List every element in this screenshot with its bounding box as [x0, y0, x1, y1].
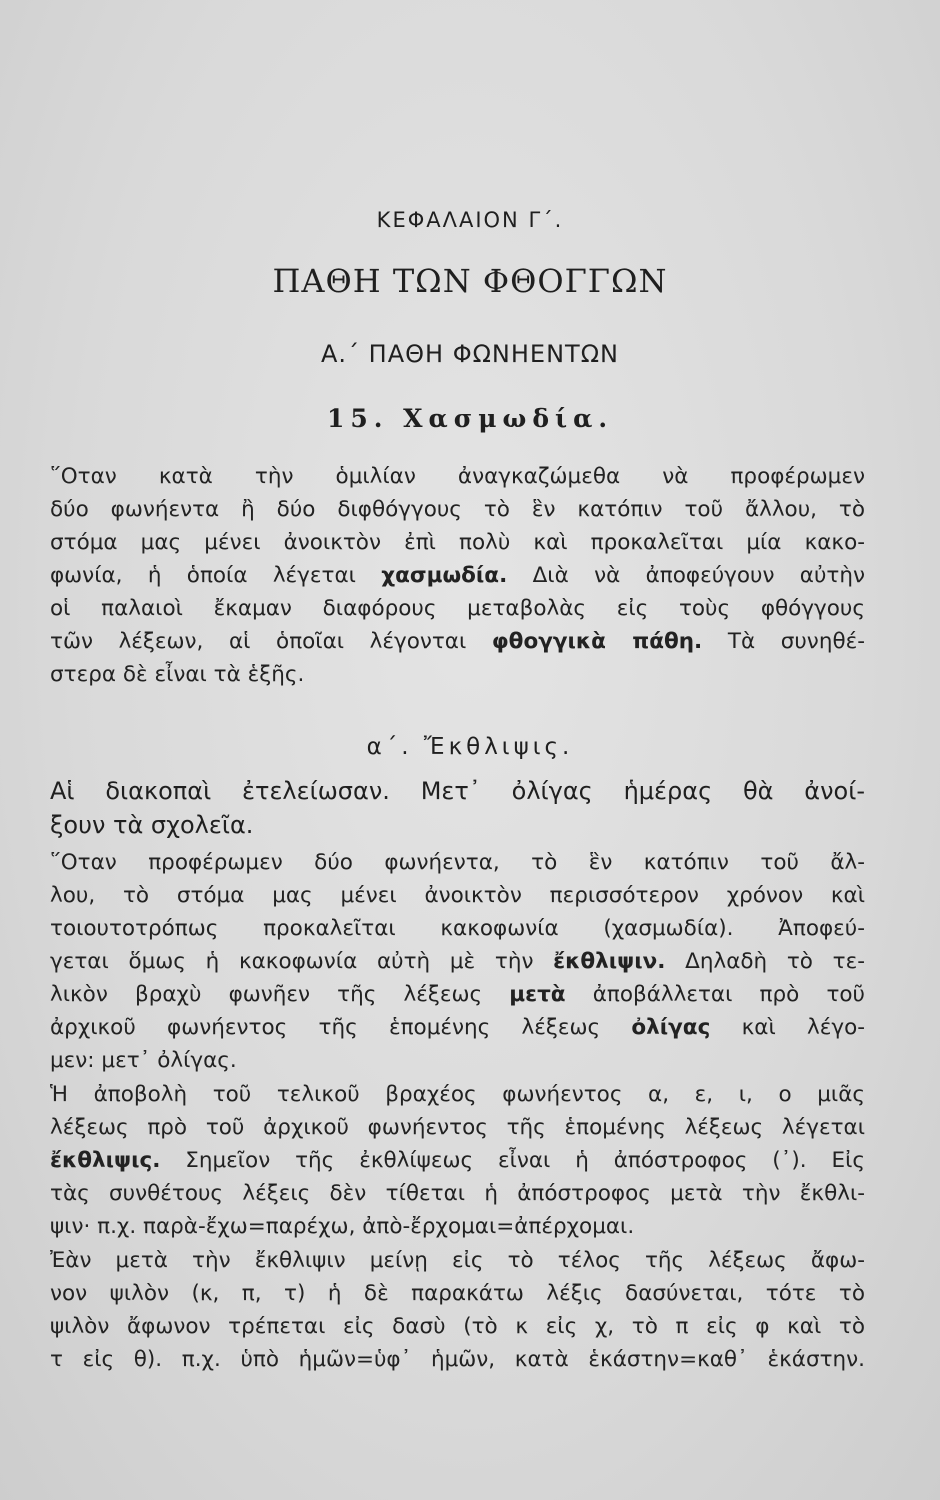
text-fragment: ἀποβάλλεται πρὸ τοῦ	[565, 982, 865, 1007]
text-line: ῞Οταν προφέρωμεν δύο φωνήεντα, τὸ ἓν κατόπιν τοῦ ἄλ-	[50, 850, 865, 875]
text-fragment: Διὰ νὰ ἀποφεύγουν αὐτὴν	[507, 563, 865, 588]
text-line: στόμα μας μένει ἀνοικτὸν ἐπὶ πολὺ καὶ προκαλεῖται μία κακο-	[50, 530, 865, 555]
text-line: Ἐὰν μετὰ τὴν ἔκθλιψιν μείνῃ εἰς τὸ τέλος τῆς λέξεως ἄφω-	[50, 1248, 865, 1273]
text-fragment: λικὸν βραχὺ φωνῆεν τῆς λέξεως	[50, 982, 510, 1007]
text-line: στερα δὲ εἶναι τὰ ἑξῆς.	[50, 662, 305, 687]
text-line: ψιλὸν ἄφωνον τρέπεται εἰς δασὺ (τὸ κ εἰς χ, τὸ π εἰς φ καὶ τὸ	[50, 1314, 865, 1339]
text-line: ψιν· π.χ. παρὰ-ἔχω=παρέχω, ἀπὸ-ἔρχομαι=ἀπέρχομαι.	[50, 1214, 635, 1239]
paragraph-3	[50, 1244, 865, 1376]
text-line	[50, 1011, 865, 1044]
text-line	[50, 1144, 865, 1177]
paragraph-2	[50, 1078, 865, 1243]
page-title: ΠΑΘΗ ΤΩΝ ΦΘΟΓΓΩΝ	[272, 262, 668, 300]
text-fragment: Σημεῖον τῆς ἐκθλίψεως εἶναι ἡ ἀπόστροφος (᾽). Εἰς	[160, 1148, 865, 1173]
text-line: τοιουτοτρόπως προκαλεῖται κακοφωνία (χασμωδία). Ἀποφεύ-	[50, 916, 865, 941]
text-line	[50, 945, 865, 978]
text-fragment: γεται ὅμως ἡ κακοφωνία αὐτὴ μὲ τὴν	[50, 949, 554, 974]
term-meta: μετὰ	[509, 982, 566, 1007]
text-line: Ἡ ἀποβολὴ τοῦ τελικοῦ βραχέος φωνήεντος α, ε, ι, ο μιᾶς	[50, 1082, 865, 1107]
text-line: λου, τὸ στόμα μας μένει ἀνοικτὸν περισσότερον χρόνον καὶ	[50, 883, 865, 908]
chapter-label: ΚΕΦΑΛΑΙΟΝ Γ΄.	[376, 208, 564, 232]
term-ekthlipsin: ἔκθλιψιν.	[553, 949, 666, 974]
text-line: ῞Οταν κατὰ τὴν ὁμιλίαν ἀναγκαζώμεθα νὰ προφέρωμεν	[50, 464, 865, 489]
term-phthongika-pathi: φθογγικὰ πάθη.	[491, 629, 703, 654]
example-sentence	[50, 774, 865, 842]
paragraph-1	[50, 846, 865, 1077]
subheading-ekthlipsis: α΄. Ἔκθλιψις.	[366, 734, 574, 760]
text-line: Αἱ διακοπαὶ ἐτελείωσαν. Μετ᾽ ὀλίγας ἡμέρας θὰ ἀνοί-	[50, 777, 865, 805]
text-fragment: καὶ λέγο-	[710, 1015, 865, 1040]
text-fragment: φωνία, ἡ ὁποία λέγεται	[50, 563, 382, 588]
text-line: τ εἰς θ). π.χ. ὑπὸ ἡμῶν=ὑφ᾽ ἡμῶν, κατὰ ἑκάστην=καθ᾽ ἑκάστην.	[50, 1347, 865, 1372]
text-line	[50, 625, 865, 658]
text-line: τὰς συνθέτους λέξεις δὲν τίθεται ἡ ἀπόστροφος μετὰ τὴν ἔκθλι-	[50, 1181, 865, 1206]
text-line: νον ψιλὸν (κ, π, τ) ἡ δὲ παρακάτω λέξις δασύνεται, τότε τὸ	[50, 1281, 865, 1306]
text-fragment: Τὰ συνηθέ-	[702, 629, 865, 654]
text-line: μεν: μετ᾽ ὀλίγας.	[50, 1048, 237, 1073]
text-line	[50, 559, 865, 592]
term-chasmodia: χασμωδία.	[381, 563, 508, 588]
text-fragment: Δηλαδὴ τὸ τε-	[665, 949, 865, 974]
text-fragment: τῶν λέξεων, αἱ ὁποῖαι λέγονται	[50, 629, 492, 654]
term-ekthlipsis: ἔκθλιψις.	[50, 1148, 161, 1173]
intro-paragraph	[50, 460, 865, 691]
text-line: δύο φωνήεντα ἢ δύο διφθόγγους τὸ ἓν κατόπιν τοῦ ἄλλου, τὸ	[50, 497, 865, 522]
section-heading: 15. Χασμωδία.	[326, 404, 614, 433]
term-oligas: ὀλίγας	[631, 1015, 711, 1040]
section-subtitle: Α.΄ ΠΑΘΗ ΦΩΝΗΕΝΤΩΝ	[320, 340, 619, 368]
text-line	[50, 978, 865, 1011]
text-fragment: ἀρχικοῦ φωνήεντος τῆς ἑπομένης λέξεως	[50, 1015, 632, 1040]
text-line: ξουν τὰ σχολεῖα.	[50, 811, 254, 839]
text-line: λέξεως πρὸ τοῦ ἀρχικοῦ φωνήεντος τῆς ἑπομένης λέξεως λέγεται	[50, 1115, 865, 1140]
text-line: οἱ παλαιοὶ ἔκαμαν διαφόρους μεταβολὰς εἰς τοὺς φθόγγους	[50, 596, 865, 621]
